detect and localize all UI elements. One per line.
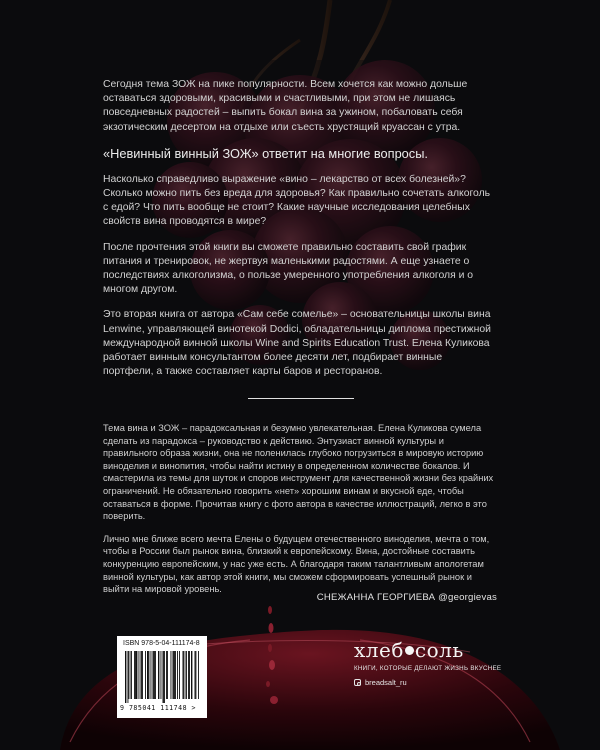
review-block	[103, 422, 495, 606]
logo-word-right: соль	[414, 638, 464, 662]
author-paragraph: Это вторая книга от автора «Сам себе сомелье» – основательницы школы вина Lenwine, управляющей винотекой Dodici, обладательницы диплома престижной международной винной школы Wine and Spirits Education Trust. Елена Куликова работает винным консультантом более десяти лет, подбирает винные портфели, а также составляет карты баров и ресторанов.	[103, 309, 491, 378]
section-divider	[248, 398, 354, 399]
benefits-paragraph: После прочтения этой книги вы сможете правильно составить свой график питания и тренировок, не жертвуя маленькими радостями. А еще узнаете о последствиях алкоголизма, о пользе умеренного употребления алкоголя и о многом другом.	[103, 241, 474, 296]
isbn-label: ISBN 978-5-04-111174-8	[123, 640, 200, 647]
social-handle: breadsalt_ru	[365, 678, 407, 687]
publisher-logo	[354, 638, 494, 662]
lead-statement: «Невинный винный ЗОЖ» ответит на многие вопросы.	[103, 145, 428, 161]
publisher-tagline: КНИГИ, КОТОРЫЕ ДЕЛАЮТ ЖИЗНЬ ВКУСНЕЕ	[354, 665, 502, 672]
isbn-digits: 9 785041 111748 >	[120, 704, 196, 712]
logo-word-left: хлеб	[354, 638, 404, 662]
instagram-icon	[354, 679, 361, 686]
barcode	[125, 651, 199, 703]
review-paragraph: Тема вина и ЗОЖ – парадоксальная и безумно увлекательная. Елена Куликова сумела сделать из парадокса – руководство к действию. Энтузиаст винной культуры и правильного образа жизни, она не поленилась глубоко погрузиться в мировую историю виноделия и винопития, чтобы найти истину в определенном количестве бокалов. И смастерила из темы для шуток и споров инструмент для качественной жизни без крайних ограничений. Не обязательно говорить «нет» хорошим винам и вкусной еде, чтобы оставаться в форме. Прочитав книгу с фото автора в качестве иллюстраций, легко в это поверить.	[103, 423, 494, 522]
publisher-block	[354, 638, 502, 687]
publisher-social	[354, 678, 494, 687]
review-signature: СНЕЖАННА ГЕОРГИЕВА @georgievas	[316, 592, 497, 603]
intro-paragraph: Сегодня тема ЗОЖ на пике популярности. Всем хочется как можно дольше оставаться здоровыми, красивыми и счастливыми, при этом не лишаясь повседневных радостей – выпить бокал вина за ужином, побаловать себя экзотическим десертом на отдыхе или съесть хрустящий круассан с утра.	[103, 79, 468, 133]
annotation-block	[103, 78, 495, 390]
questions-paragraph: Насколько справедливо выражение «вино – лекарство от всех болезней»? Сколько можно пить без вреда для здоровья? Как правильно сочетать алкоголь с едой? Что пить вообще не стоит? Какие научные исследования целебных свойств вина проводятся в мире?	[103, 173, 491, 228]
isbn-barcode-panel	[117, 636, 207, 718]
logo-dot-icon	[405, 646, 414, 655]
review-paragraph: Лично мне ближе всего мечта Елены о будущем отечественного виноделия, мечта о том, чтобы в России был рынок вина, близкий к европейскому. Вина, достойные составить конкуренцию европейским, у нас уже есть. А благодаря таким талантливым апологетам винной культуры, как автор этой книги, мы сможем сформировать успешный рынок и выйти на мировой уровень.	[103, 533, 490, 595]
